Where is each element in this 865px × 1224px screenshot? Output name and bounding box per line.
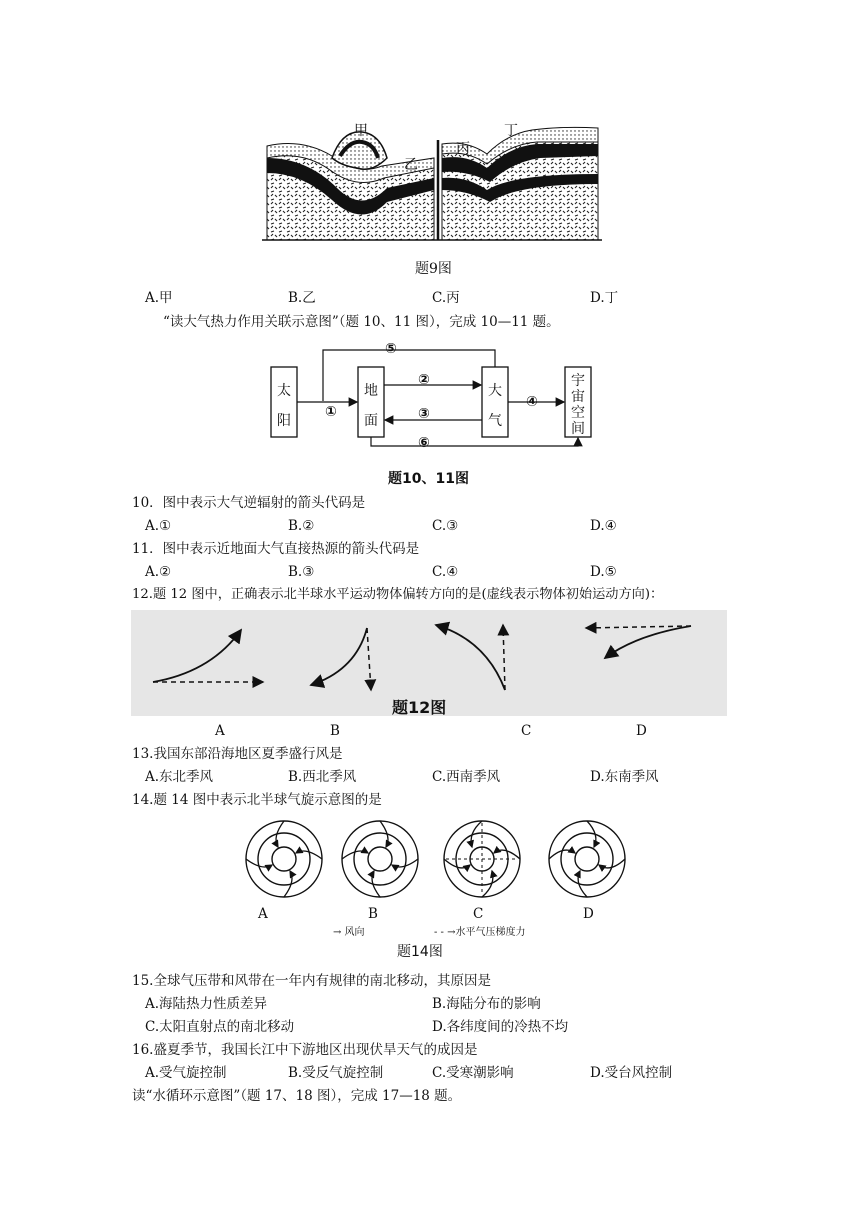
q16-stem: 16.盛夏季节，我国长江中下游地区出现伏旱天气的成因是 bbox=[132, 1042, 478, 1058]
q11-option-b: B.③ bbox=[288, 564, 315, 580]
q15-option-c: C.太阳直射点的南北移动 bbox=[145, 1019, 295, 1035]
q14-stem: 14.题 14 图中表示北半球气旋示意图的是 bbox=[132, 792, 382, 808]
fold-cross-section-figure bbox=[262, 118, 602, 244]
sun-label-1: 太 bbox=[277, 383, 291, 399]
q14-legend-pressure: - - →水平气压梯度力 bbox=[434, 927, 526, 938]
arrow-label-4: ④ bbox=[526, 394, 538, 410]
q15-stem: 15.全球气压带和风带在一年内有规律的南北移动，其原因是 bbox=[132, 973, 491, 989]
cyclone-b bbox=[342, 821, 418, 897]
q10-option-c: C.③ bbox=[432, 518, 459, 534]
q14-option-b: B bbox=[368, 906, 378, 922]
fig9-label-yi: 乙 bbox=[404, 157, 418, 173]
space-label-4: 间 bbox=[571, 421, 585, 437]
fig9-label-ding: 丁 bbox=[504, 123, 518, 139]
q14-option-c: C bbox=[473, 906, 484, 922]
q10-stem: 10．图中表示大气逆辐射的箭头代码是 bbox=[132, 495, 366, 511]
atmosphere-label-1: 大 bbox=[488, 383, 502, 399]
sun-label-2: 阳 bbox=[277, 413, 291, 429]
q12-stem: 12.题 12 图中，正确表示北半球水平运动物体偏转方向的是(虚线表示物体初始运动方向)： bbox=[132, 587, 664, 602]
q10-option-a: A.① bbox=[145, 518, 172, 534]
fig12-caption: 题12图 bbox=[392, 698, 447, 717]
q12-option-b: B bbox=[330, 723, 340, 739]
q11-option-c: C.④ bbox=[432, 564, 459, 580]
q13-option-d: D.东南季风 bbox=[590, 769, 659, 785]
fig14-caption: 题14图 bbox=[397, 944, 443, 960]
space-label-3: 空 bbox=[571, 405, 585, 421]
intro-17-18: 读“水循环示意图”（题 17、18 图），完成 17—18 题。 bbox=[132, 1088, 462, 1104]
cyclone-diagrams bbox=[242, 815, 632, 905]
q15-option-d: D.各纬度间的冷热不均 bbox=[432, 1019, 569, 1035]
space-label-2: 宙 bbox=[571, 389, 585, 405]
space-label-1: 宇 bbox=[571, 373, 585, 389]
cyclone-a bbox=[246, 821, 322, 897]
fig9-label-bing: 丙 bbox=[456, 141, 470, 157]
q15-option-b: B.海陆分布的影响 bbox=[432, 996, 541, 1012]
q11-option-a: A.② bbox=[145, 564, 172, 580]
atmosphere-thermal-diagram bbox=[268, 340, 598, 460]
arrow-label-1: ① bbox=[325, 404, 337, 420]
fig10-caption: 题10、11图 bbox=[388, 471, 469, 487]
q11-stem: 11．图中表示近地面大气直接热源的箭头代码是 bbox=[132, 541, 420, 557]
ground-label-2: 面 bbox=[364, 413, 378, 429]
q14-legend-wind: → 风向 bbox=[333, 927, 365, 938]
arrow-label-5: ⑤ bbox=[385, 341, 397, 357]
q13-option-a: A.东北季风 bbox=[145, 769, 214, 785]
q12-option-c: C bbox=[521, 723, 532, 739]
cyclone-d bbox=[549, 821, 625, 897]
arrow-label-3: ③ bbox=[418, 406, 430, 422]
q16-option-c: C.受寒潮影响 bbox=[432, 1065, 514, 1081]
q12-option-a: A bbox=[215, 723, 225, 739]
q10-option-d: D.④ bbox=[590, 518, 617, 534]
q9-option-d: D.丁 bbox=[590, 290, 619, 306]
q11-option-d: D.⑤ bbox=[590, 564, 617, 580]
q16-option-d: D.受台风控制 bbox=[590, 1065, 673, 1081]
arrow-label-2: ② bbox=[418, 372, 430, 388]
fig9-caption: 题9图 bbox=[415, 261, 452, 277]
q14-option-d: D bbox=[583, 906, 594, 922]
q10-option-b: B.② bbox=[288, 518, 315, 534]
atmosphere-label-2: 气 bbox=[488, 413, 502, 429]
q9-option-a: A.甲 bbox=[145, 290, 173, 306]
q9-option-c: C.丙 bbox=[432, 290, 460, 306]
arrow-label-6: ⑥ bbox=[418, 435, 430, 451]
q9-option-b: B.乙 bbox=[288, 290, 316, 306]
q13-option-c: C.西南季风 bbox=[432, 769, 501, 785]
q14-option-a: A bbox=[258, 906, 268, 922]
q15-option-a: A.海陆热力性质差异 bbox=[145, 996, 268, 1012]
fold-cross-section-drawing bbox=[262, 118, 602, 244]
q16-option-a: A.受气旋控制 bbox=[145, 1065, 227, 1081]
q13-stem: 13.我国东部沿海地区夏季盛行风是 bbox=[132, 746, 343, 762]
ground-label-1: 地 bbox=[364, 383, 378, 399]
q12-option-d: D bbox=[636, 723, 647, 739]
intro-10-11: “读大气热力作用关联示意图”（题 10、11 图），完成 10—11 题。 bbox=[163, 314, 560, 330]
cyclone-c bbox=[444, 821, 520, 897]
q16-option-b: B.受反气旋控制 bbox=[288, 1065, 384, 1081]
q13-option-b: B.西北季风 bbox=[288, 769, 357, 785]
fig9-label-jia: 甲 bbox=[354, 123, 368, 139]
